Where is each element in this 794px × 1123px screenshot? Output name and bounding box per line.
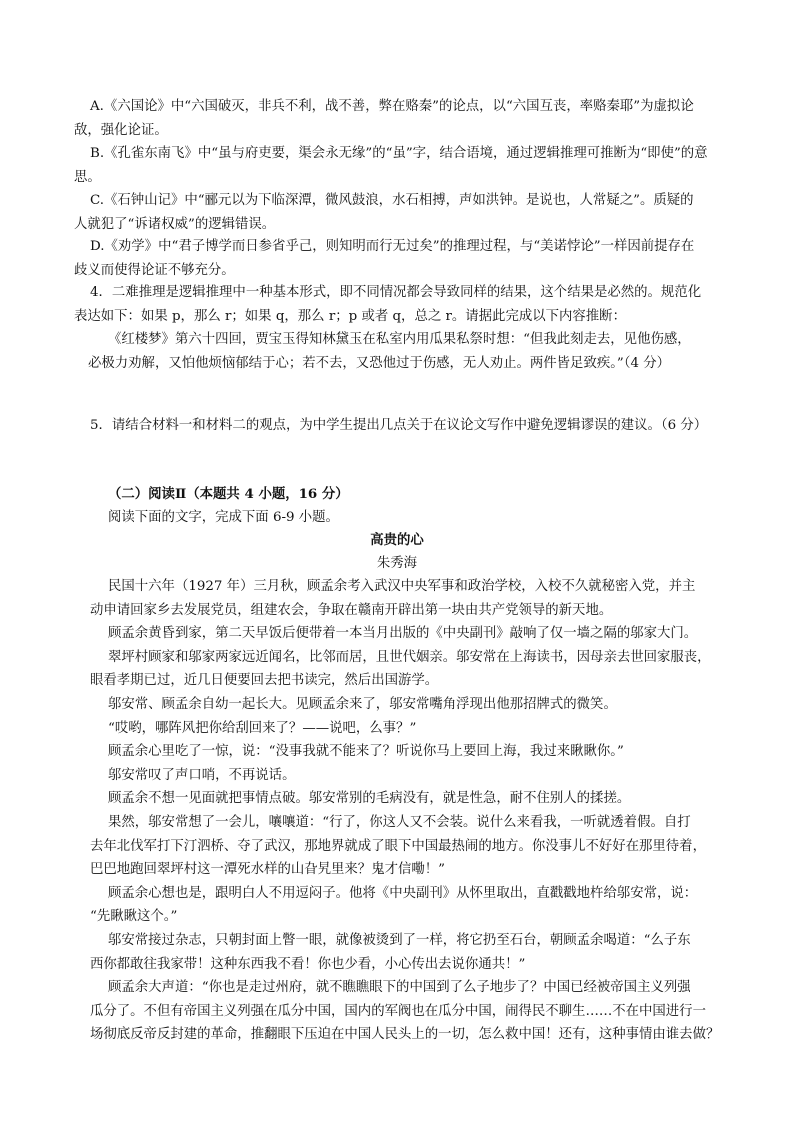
paragraph-6 <box>108 740 719 764</box>
option-d-line-2: 歧义而使得论证不够充分。 <box>74 262 235 278</box>
paragraph-line: 翠坪村顾家和邬家两家远近闻名，比邻而居，且世代姻亲。邬安常在上海读书，因母亲去世回家服丧， <box>108 649 711 665</box>
paragraph-line: 瓜分了。不但有帝国主义列强在瓜分中国，国内的军阀也在瓜分中国，闹得民不聊生……不在中国进行一 <box>90 1003 706 1019</box>
option-d <box>74 235 695 282</box>
question-4-line-2: 表达如下：如果 p，那么 r；如果 q，那么 r；p 或者 q，总之 r。请据此完成以下内容推断： <box>74 308 626 324</box>
paragraph-line: 民国十六年（1927 年）三月秋，顾孟余考入武汉中央军事和政治学校，入校不久就秘密入党，并主 <box>108 579 696 594</box>
paragraph-line: “先瞅瞅这个。” <box>90 909 178 925</box>
option-a-line-2: 敌，强化论证。 <box>74 122 168 138</box>
paragraph-line: “哎哟，哪阵风把你给刮回来了？——说吧，么事？” <box>108 720 417 736</box>
paragraph-12 <box>90 976 720 1047</box>
option-a-line-1: A.《六国论》中“六国破灭，非兵不利，战不善，弊在赂秦”的论点，以“六国互丧，率赂秦耶”为虚拟论 <box>90 99 694 114</box>
paragraph-10 <box>90 882 719 929</box>
question-4-quote <box>88 328 691 375</box>
question-4 <box>74 281 702 328</box>
option-b <box>74 142 708 189</box>
paragraph-2 <box>108 622 719 646</box>
paragraph-line: 顾孟余心想也是，跟明白人不用逗闷子。他将《中央副刊》从怀里取出，直戳戳地杵给邬安常，说： <box>108 885 698 901</box>
paragraph-line: 顾孟余心里吃了一惊，说：“没事我就不能来了？听说你马上要回上海，我过来瞅瞅你。” <box>108 744 624 760</box>
paragraph-line: 果然，邬安常想了一会儿，嚷嚷道：“行了，你这人又不会装。说什么来看我，一听就透着假。自打 <box>108 814 691 830</box>
paragraph-3 <box>90 646 719 693</box>
paragraph-8 <box>108 787 719 811</box>
story-title: 高贵的心 <box>370 532 424 548</box>
option-c-line-1: C.《石钟山记》中“郦元以为下临深潭，微风鼓浪，水石相搏，声如洪钟。是说也，人常疑之”。质疑的 <box>90 193 694 208</box>
paragraph-line: 巴巴地跑回翠坪村这一潭死水样的山旮旯里来？鬼才信嘞！” <box>90 862 445 878</box>
paragraph-line: 眼看孝期已过，近几日便要回去把书读完，然后出国游学。 <box>90 673 439 689</box>
option-b-line-2: 思。 <box>74 169 101 185</box>
option-d-line-1: D.《劝学》中“君子博学而日参省乎己，则知明而行无过矣”的推理过程，与“美诺悖论”一样因前提存在 <box>90 239 695 254</box>
paragraph-1 <box>90 575 719 622</box>
paragraph-line: 邬安常叹了声口哨，不再说话。 <box>108 767 296 783</box>
paragraph-7 <box>108 764 719 788</box>
option-c-line-2: 人就犯了“诉诸权威”的逻辑错误。 <box>74 216 276 232</box>
paragraph-line: 顾孟余黄昏到家，第二天早饭后便带着一本当月出版的《中央副刊》敲响了仅一墙之隔的邬家大门。 <box>108 626 698 642</box>
quote-line-1: 《红楼梦》第六十四回，贾宝玉得知林黛玉在私室内用瓜果私祭时想：“但我此刻走去，见他伤感， <box>108 332 691 347</box>
option-a <box>74 95 694 142</box>
question-4-line-1: 4．二难推理是逻辑推理中一种基本形式，即不同情况都会导致同样的结果，这个结果是必然的。规范化 <box>90 285 702 300</box>
paragraph-9 <box>90 811 719 882</box>
section-heading: （二）阅读Ⅱ（本题共 4 小题，16 分） <box>108 486 349 502</box>
question-5: 5．请结合材料一和材料二的观点，为中学生提出几点关于在议论文写作中避免逻辑谬误的建议。（6 分） <box>90 418 708 433</box>
paragraph-line: 顾孟余不想一见面就把事情点破。邬安常别的毛病没有，就是性急，耐不住别人的揉搓。 <box>108 791 631 807</box>
paragraph-line: 西你都敢往我家带！这种东西我不看！你也少看，小心传出去说你通共！” <box>90 956 526 972</box>
story-author: 朱秀海 <box>376 556 418 571</box>
paragraph-line: 场彻底反帝反封建的革命，推翻眼下压迫在中国人民头上的一切，怎么救中国！还有，这种事情由谁去做？ <box>90 1027 720 1043</box>
section-instruction: 阅读下面的文字，完成下面 6-9 小题。 <box>108 510 339 525</box>
paragraph-line: 邬安常接过杂志，只朝封面上瞥一眼，就像被烫到了一样，将它扔至石台，朝顾孟余喝道：“么子东 <box>108 932 691 948</box>
paragraph-line: 邬安常、顾孟余自幼一起长大。见顾孟余来了，邬安常嘴角浮现出他那招牌式的微笑。 <box>108 696 617 712</box>
option-b-line-1: B.《孔雀东南飞》中“虽与府吏要，渠会永无缘”的“虽”字，结合语境，通过逻辑推理可推断为“即使”的意 <box>90 146 708 161</box>
paragraph-4 <box>108 693 719 717</box>
option-c <box>74 189 694 236</box>
paragraph-line: 动申请回家乡去发展党员，组建农会，争取在赣南开辟出第一块由共产党领导的新天地。 <box>90 602 613 618</box>
paragraph-5 <box>108 717 719 741</box>
story-body <box>90 575 720 1047</box>
paragraph-line: 顾孟余大声道：“你也是走过州府，就不瞧瞧眼下的中国到了么子地步了？中国已经被帝国主义列强 <box>108 980 691 996</box>
paragraph-11 <box>90 929 719 976</box>
paragraph-line: 去年北伐军打下汀泗桥、夺了武汉，那地界就成了眼下中国最热闹的地方。你没事儿不好好在那里待着， <box>90 838 706 854</box>
quote-line-2: 必极力劝解，又怕他烦恼郁结于心；若不去，又恐他过于伤感，无人劝止。两件皆足致疾。”（4 分） <box>88 355 671 371</box>
